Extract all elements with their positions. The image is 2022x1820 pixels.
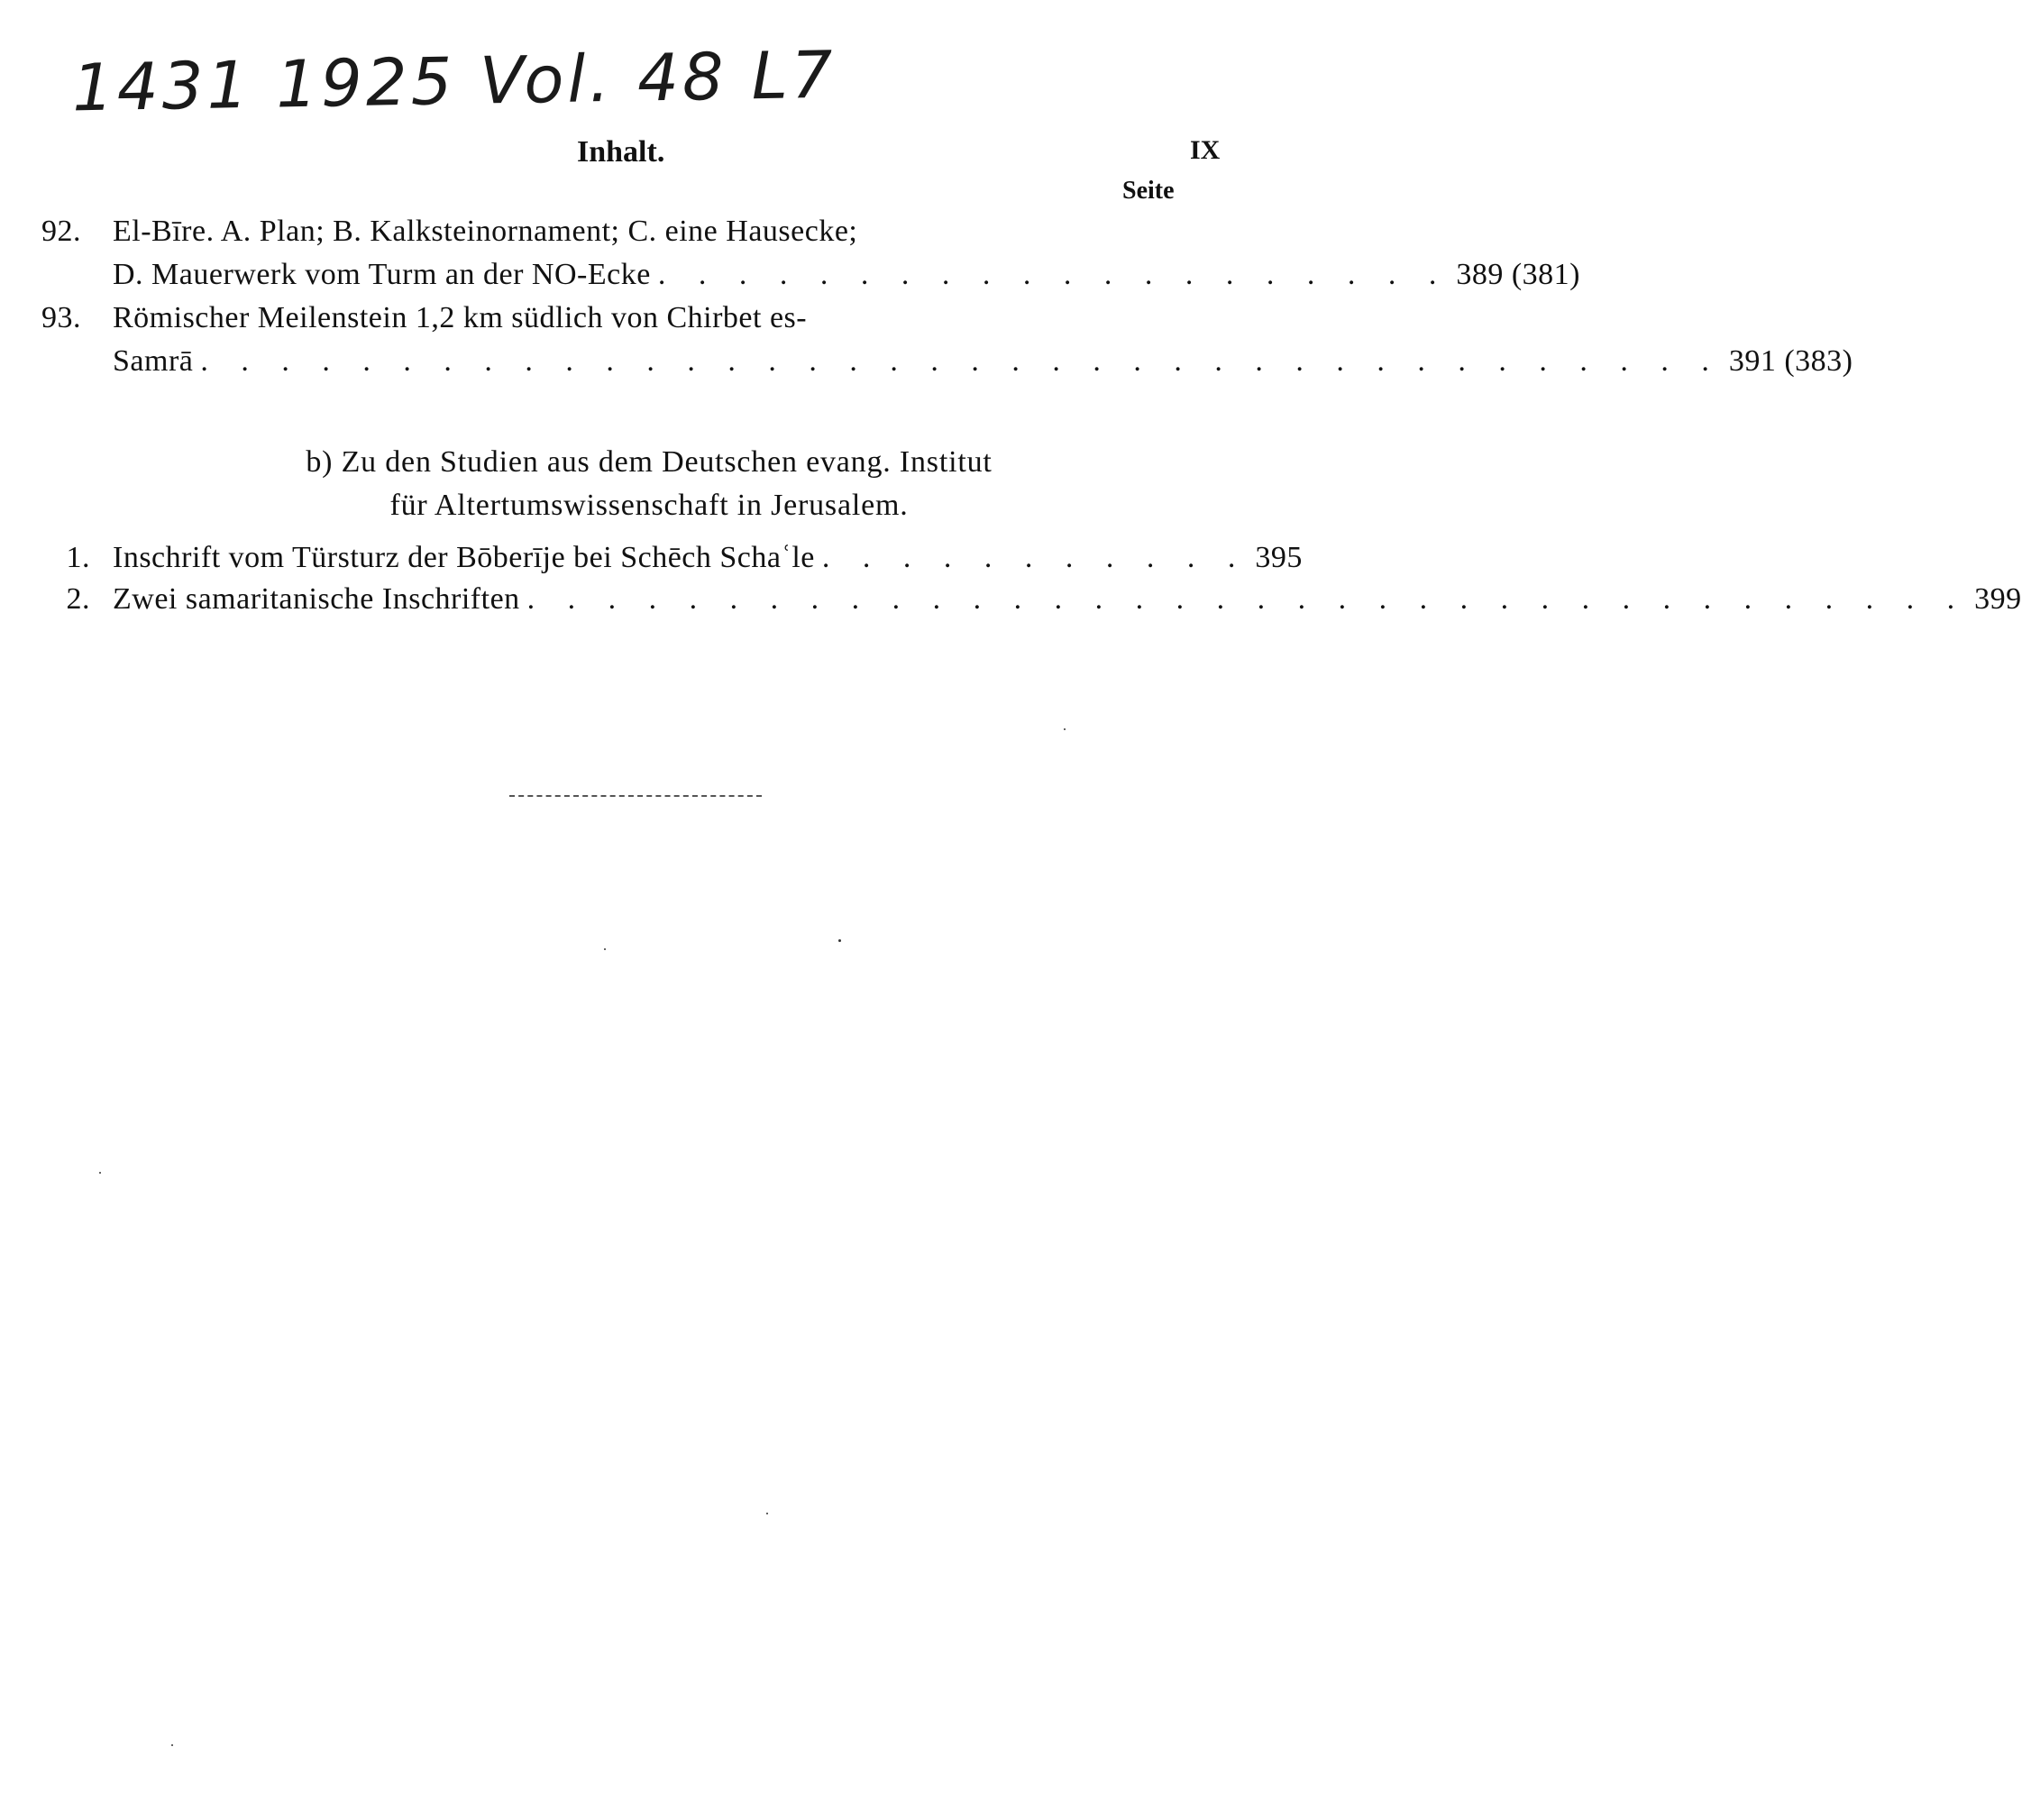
dot-leader: . . . . . . . . . . . . . . . . . . . . [657,258,1450,291]
scan-speck [171,1744,173,1746]
entry-text: Samrā [113,344,194,378]
column-label-seite: Seite [1122,177,1175,205]
dot-leader: . . . . . . . . . . . . . . . . . . . . . . . . . . . . . . . . . . . . [526,582,1968,616]
entry-text: Inschrift vom Türsturz der Bōberīje bei Schēch Schaʿle [113,541,815,574]
entry-line-1 [113,215,1055,249]
scan-speck [1064,728,1066,730]
scan-speck [766,1513,768,1514]
entry-line [113,541,1303,575]
entry-line-1 [113,301,1055,335]
scan-speck [838,939,841,942]
entry-number: 93. [41,301,81,334]
entry-number: 1. [66,541,90,574]
entry-page: 399 [1974,582,2022,616]
entry-text: Römischer Meilenstein 1,2 km südlich von Chirbet es- [113,301,808,334]
entry-line [113,582,2022,617]
entry-line-2 [113,258,1580,292]
entry-text: D. Mauerwerk vom Turm an der NO-Ecke [113,258,651,291]
entry-number: 2. [66,582,90,616]
dot-leader: . . . . . . . . . . . [821,541,1249,574]
dot-leader: . . . . . . . . . . . . . . . . . . . . . . . . . . . . . . . . . . . . . . [200,344,1722,378]
entry-page: 389 (381) [1456,258,1580,291]
entry-page: 391 (383) [1728,344,1853,378]
section-heading-line-2: für Altertumswissenschaft in Jerusalem. [389,489,909,522]
scan-speck [604,948,606,950]
entry-text: El-Bīre. A. Plan; B. Kalksteinornament; C. eine Hausecke; [113,215,858,248]
handwritten-note: 1431 1925 Vol. 48 L7 [71,36,837,126]
page-number: IX [1190,135,1221,165]
section-heading-line-1: b) Zu den Studien aus dem Deutschen evang. Institut [306,445,993,479]
entry-page: 395 [1255,541,1303,574]
entry-number: 92. [41,215,81,248]
scan-speck [99,1172,101,1174]
closing-rule [509,795,762,797]
entry-text: Zwei samaritanische Inschriften [113,582,520,616]
entry-line-2 [113,344,1853,379]
page-title: Inhalt. [577,135,665,169]
